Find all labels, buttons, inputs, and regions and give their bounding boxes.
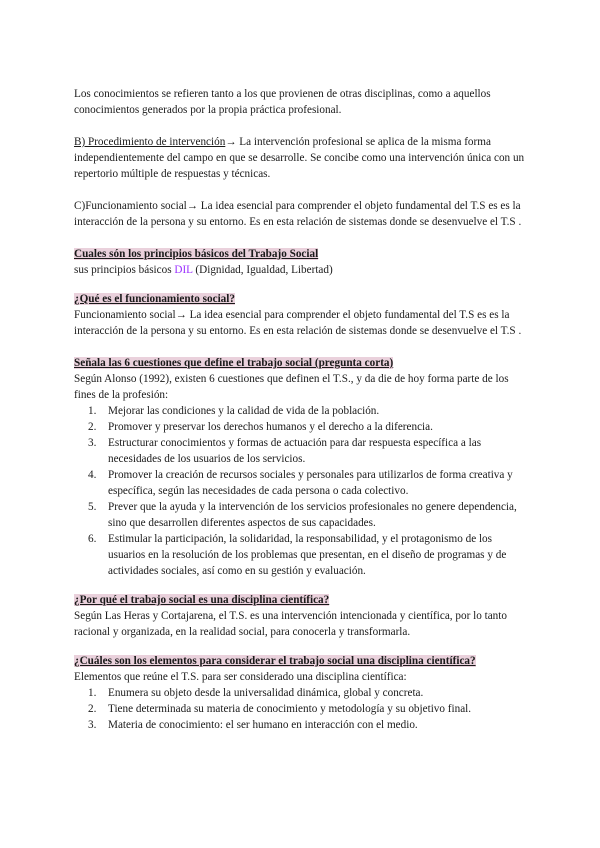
principios-prefix: sus principios básicos: [74, 264, 175, 276]
list-item: [74, 419, 530, 435]
principios-heading-line: [74, 246, 530, 262]
principios-suffix: (Dignidad, Igualdad, Libertad): [192, 264, 333, 276]
funcionamiento-heading: ¿Qué es el funcionamiento social?: [74, 293, 235, 305]
procedimiento-label: B) Procedimiento de intervención: [74, 136, 226, 148]
elementos-heading: ¿Cuáles son los elementos para considerar el trabajo social una disciplina científica?: [74, 655, 476, 667]
list-item-text: Enumera su objeto desde la universalidad dinámica, global y concreta.: [108, 687, 424, 699]
list-item: [74, 435, 530, 467]
cuestiones-intro: Según Alonso (1992), existen 6 cuestiones que definen el T.S., y da die de hoy forma parte de los fines de la profesión:: [74, 373, 509, 401]
cuestiones-heading: Señala las 6 cuestiones que define el trabajo social (pregunta corta): [74, 357, 394, 369]
elementos-list: [74, 685, 530, 733]
cientifica-paragraph: Según Las Heras y Cortajarena, el T.S. es una intervención intencionada y científica, por lo tanto racional y organizada, en la realidad social, para conocerla y transformarla.: [74, 610, 507, 638]
list-item: [74, 717, 530, 733]
elementos-intro: Elementos que reúne el T.S. para ser considerado una disciplina científica:: [74, 671, 407, 683]
principios-dil: DIL: [174, 264, 193, 276]
list-item-text: Tiene determinada su materia de conocimiento y metodología y su objetivo final.: [108, 703, 472, 715]
principios-paragraph: [74, 262, 530, 278]
list-item: [74, 701, 530, 717]
list-item-number: 5.: [88, 501, 97, 513]
elementos-heading-line: [74, 653, 530, 669]
list-item: [74, 499, 530, 531]
funcionamiento-c-paragraph: C)Funcionamiento social→ La idea esencial para comprender el objeto fundamental del T.S es es la interacción de la persona y su entorno. Es en esta relación de sistemas donde se desenvuelve el T.S .: [74, 200, 522, 228]
list-item-number: 4.: [88, 469, 97, 481]
funcionamiento-paragraph: Funcionamiento social→ La idea esencial para comprender el objeto fundamental del T.S es es la interacción de la persona y su entorno. Es en esta relación de sistemas donde se desenvuelve el T.S .: [74, 309, 522, 337]
list-item-number: 3.: [88, 719, 97, 731]
cientifica-heading: ¿Por qué el trabajo social es una disciplina científica?: [74, 594, 330, 606]
funcionamiento-heading-line: [74, 291, 530, 307]
list-item-number: 6.: [88, 533, 97, 545]
list-item-text: Estructurar conocimientos y formas de actuación para dar respuesta específica a las necesidades de los usuarios de los servicios.: [108, 437, 482, 465]
list-item: [74, 531, 530, 579]
list-item: [74, 685, 530, 701]
list-item-number: 2.: [88, 421, 97, 433]
list-item-text: Prever que la ayuda y la intervención de los servicios profesionales no genere dependencia, sino que desarrollen diferentes aspectos de sus capacidades.: [108, 501, 517, 529]
principios-heading: Cuales són los principios básicos del Trabajo Social: [74, 248, 319, 260]
list-item-number: 2.: [88, 703, 97, 715]
list-item: [74, 403, 530, 419]
procedimiento-paragraph: [74, 134, 530, 182]
list-item-text: Estimular la participación, la solidaridad, la responsabilidad, y el protagonismo de los usuarios en la resolución de los problemas que presentan, en el diseño de programas y de actividades sociales, así como en su gestión y evaluación.: [108, 533, 507, 577]
cuestiones-heading-line: [74, 355, 530, 371]
intro-paragraph: Los conocimientos se refieren tanto a los que provienen de otras disciplinas, como a aquellos conocimientos generados por la propia práctica profesional.: [74, 88, 491, 116]
list-item-number: 1.: [88, 405, 97, 417]
list-item-text: Promover la creación de recursos sociales y personales para utilizarlos de forma creativa y específica, según las necesidades de cada persona o cada colectivo.: [108, 469, 513, 497]
list-item-number: 3.: [88, 437, 97, 449]
list-item-text: Materia de conocimiento: el ser humano en interacción con el medio.: [108, 719, 418, 731]
cientifica-heading-line: [74, 592, 530, 608]
list-item: [74, 467, 530, 499]
procedimiento-text: → La intervención profesional se aplica de la misma forma independientemente del campo en que se desarrolle. Se concibe como una intervención única con un repertorio múltiple de respuestas y técnicas.: [74, 136, 525, 180]
list-item-text: Promover y preservar los derechos humanos y el derecho a la diferencia.: [108, 421, 433, 433]
list-item-text: Mejorar las condiciones y la calidad de vida de la población.: [108, 405, 380, 417]
cuestiones-list: [74, 403, 530, 579]
list-item-number: 1.: [88, 687, 97, 699]
